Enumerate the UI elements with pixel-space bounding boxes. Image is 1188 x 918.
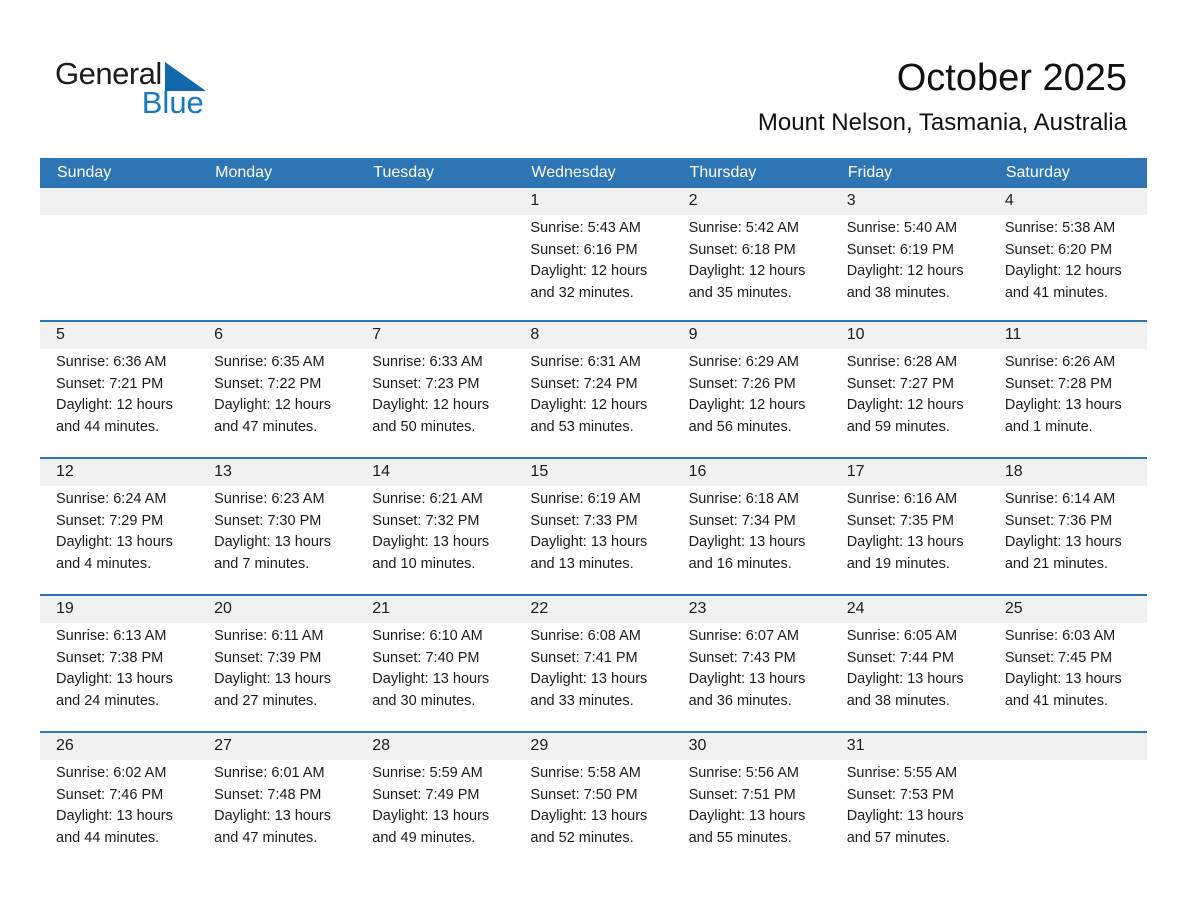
day-detail-line: Sunset: 7:22 PM xyxy=(214,375,322,392)
day-detail-line: Daylight: 13 hours xyxy=(846,808,964,824)
day-detail-line: Sunset: 6:20 PM xyxy=(1004,241,1113,258)
day-detail-line: Sunrise: 5:56 AM xyxy=(688,765,799,781)
page-subtitle: Mount Nelson, Tasmania, Australia xyxy=(757,108,1127,136)
day-detail-line: Sunrise: 5:58 AM xyxy=(530,765,641,781)
day-detail-line: Daylight: 13 hours xyxy=(1004,671,1122,687)
day-number xyxy=(356,188,514,215)
day-detail-line: and 27 minutes. xyxy=(214,692,318,709)
weekday-tuesday: Tuesday xyxy=(373,164,435,181)
day-detail-line: Sunrise: 6:03 AM xyxy=(1004,628,1116,644)
day-cell-20 xyxy=(198,596,356,731)
day-detail-line: Sunrise: 6:28 AM xyxy=(846,354,958,370)
day-detail-line: Sunrise: 6:11 AM xyxy=(214,628,324,644)
weekday-header-row xyxy=(40,158,1147,188)
day-number: 14 xyxy=(356,459,514,486)
day-detail-line: Daylight: 12 hours xyxy=(530,397,648,413)
day-details xyxy=(356,349,514,438)
day-detail-line: Sunset: 7:30 PM xyxy=(214,512,322,529)
day-detail-line: Daylight: 13 hours xyxy=(372,808,490,824)
day-cell-14 xyxy=(356,459,514,594)
weekday-monday: Monday xyxy=(215,164,273,181)
day-details xyxy=(831,486,989,575)
day-detail-line: Daylight: 13 hours xyxy=(56,534,173,550)
day-detail-line: and 38 minutes. xyxy=(846,284,950,301)
day-number: 22 xyxy=(514,596,672,623)
weekday-friday: Friday xyxy=(847,164,893,181)
day-details xyxy=(673,349,831,438)
day-cell-empty xyxy=(40,188,198,320)
day-detail-line: and 50 minutes. xyxy=(372,418,476,435)
week-row xyxy=(40,320,1147,457)
day-details xyxy=(673,623,831,712)
day-cell-15 xyxy=(514,459,672,594)
day-detail-line: Sunrise: 6:07 AM xyxy=(688,628,799,644)
day-detail-line: Sunset: 6:16 PM xyxy=(530,241,638,258)
day-detail-line: and 19 minutes. xyxy=(846,555,950,572)
day-detail-line: Daylight: 13 hours xyxy=(372,534,490,550)
day-number: 3 xyxy=(831,188,989,215)
week-row xyxy=(40,188,1147,320)
day-detail-line: Sunset: 7:27 PM xyxy=(846,375,954,392)
day-detail-line: Daylight: 13 hours xyxy=(56,671,173,687)
day-cell-13 xyxy=(198,459,356,594)
day-detail-line: Sunset: 7:21 PM xyxy=(56,375,164,392)
day-number: 31 xyxy=(831,733,989,760)
day-details xyxy=(831,349,989,438)
day-number: 27 xyxy=(198,733,356,760)
day-detail-line: Sunset: 6:19 PM xyxy=(846,241,954,258)
day-number: 25 xyxy=(989,596,1147,623)
day-detail-line: Sunrise: 6:35 AM xyxy=(214,354,325,370)
day-detail-line: Sunset: 7:23 PM xyxy=(372,375,480,392)
weekday-sunday: Sunday xyxy=(57,164,112,181)
day-cell-30 xyxy=(673,733,831,868)
day-cell-26 xyxy=(40,733,198,868)
day-detail-line: Sunrise: 6:08 AM xyxy=(530,628,641,644)
day-details xyxy=(673,486,831,575)
day-details xyxy=(356,760,514,849)
day-number xyxy=(989,733,1147,760)
day-number: 26 xyxy=(40,733,198,760)
day-detail-line: Sunset: 7:46 PM xyxy=(56,786,164,803)
day-number: 17 xyxy=(831,459,989,486)
day-detail-line: Daylight: 13 hours xyxy=(688,808,806,824)
day-detail-line: and 30 minutes. xyxy=(372,692,476,709)
day-detail-line: Daylight: 12 hours xyxy=(530,263,648,279)
day-detail-line: Daylight: 13 hours xyxy=(688,671,806,687)
day-details xyxy=(989,349,1147,438)
day-detail-line: Sunrise: 6:33 AM xyxy=(372,354,483,370)
day-detail-line: and 47 minutes. xyxy=(214,418,318,435)
day-detail-line: Sunrise: 5:42 AM xyxy=(688,220,799,236)
day-detail-line: and 44 minutes. xyxy=(56,418,160,435)
day-detail-line: Sunset: 7:50 PM xyxy=(530,786,638,803)
day-detail-line: Daylight: 12 hours xyxy=(846,397,964,413)
week-row xyxy=(40,457,1147,594)
day-detail-line: Daylight: 13 hours xyxy=(530,808,648,824)
day-number: 2 xyxy=(673,188,831,215)
day-number: 19 xyxy=(40,596,198,623)
day-detail-line: and 49 minutes. xyxy=(372,829,476,846)
day-detail-line: Sunset: 6:18 PM xyxy=(688,241,796,258)
day-number: 29 xyxy=(514,733,672,760)
day-details xyxy=(673,760,831,849)
day-detail-line: and 47 minutes. xyxy=(214,829,318,846)
day-detail-line: Daylight: 13 hours xyxy=(688,534,806,550)
day-details xyxy=(673,215,831,304)
day-detail-line: Sunset: 7:28 PM xyxy=(1004,375,1113,392)
day-detail-line: Sunrise: 6:26 AM xyxy=(1004,354,1116,370)
day-detail-line: Sunrise: 5:40 AM xyxy=(846,220,958,236)
day-cell-1 xyxy=(514,188,672,320)
day-detail-line: and 38 minutes. xyxy=(846,692,950,709)
day-detail-line: Sunrise: 6:29 AM xyxy=(688,354,799,370)
day-detail-line: Sunrise: 6:02 AM xyxy=(56,765,167,781)
day-detail-line: Daylight: 13 hours xyxy=(846,534,964,550)
day-details xyxy=(40,760,198,849)
day-number: 5 xyxy=(40,322,198,349)
day-cell-12 xyxy=(40,459,198,594)
day-detail-line: and 21 minutes. xyxy=(1004,555,1109,572)
day-cell-empty xyxy=(356,188,514,320)
day-cell-11 xyxy=(989,322,1147,457)
day-cell-23 xyxy=(673,596,831,731)
day-detail-line: and 59 minutes. xyxy=(846,418,950,435)
day-number xyxy=(198,188,356,215)
day-cell-6 xyxy=(198,322,356,457)
weekday-wednesday: Wednesday xyxy=(531,164,616,181)
day-detail-line: Daylight: 12 hours xyxy=(688,397,806,413)
day-detail-line: Sunrise: 6:05 AM xyxy=(846,628,958,644)
day-detail-line: and 13 minutes. xyxy=(530,555,634,572)
day-detail-line: and 24 minutes. xyxy=(56,692,160,709)
day-details xyxy=(831,215,989,304)
day-detail-line: Daylight: 12 hours xyxy=(372,397,490,413)
day-cell-18 xyxy=(989,459,1147,594)
day-detail-line: Sunset: 7:51 PM xyxy=(688,786,796,803)
day-number: 20 xyxy=(198,596,356,623)
day-number: 6 xyxy=(198,322,356,349)
day-detail-line: Daylight: 13 hours xyxy=(530,534,648,550)
day-detail-line: Sunset: 7:48 PM xyxy=(214,786,322,803)
day-number: 7 xyxy=(356,322,514,349)
day-detail-line: Sunset: 7:53 PM xyxy=(846,786,954,803)
day-detail-line: Daylight: 12 hours xyxy=(688,263,806,279)
day-detail-line: and 32 minutes. xyxy=(530,284,634,301)
day-number: 9 xyxy=(673,322,831,349)
day-details xyxy=(989,215,1147,304)
day-detail-line: and 44 minutes. xyxy=(56,829,160,846)
day-detail-line: Sunrise: 6:13 AM xyxy=(56,628,167,644)
day-number: 16 xyxy=(673,459,831,486)
day-details xyxy=(198,486,356,575)
day-detail-line: and 7 minutes. xyxy=(214,555,310,572)
day-details xyxy=(514,623,672,712)
day-detail-line: Sunset: 7:49 PM xyxy=(372,786,480,803)
day-details xyxy=(198,349,356,438)
day-detail-line: Sunrise: 6:14 AM xyxy=(1004,491,1116,507)
day-details xyxy=(514,486,672,575)
day-cell-28 xyxy=(356,733,514,868)
day-cell-24 xyxy=(831,596,989,731)
day-detail-line: Sunset: 7:24 PM xyxy=(530,375,638,392)
day-detail-line: Sunset: 7:45 PM xyxy=(1004,649,1113,666)
day-number: 30 xyxy=(673,733,831,760)
general-blue-logo xyxy=(55,58,206,118)
day-number: 15 xyxy=(514,459,672,486)
day-detail-line: Sunset: 7:38 PM xyxy=(56,649,164,666)
day-cell-4 xyxy=(989,188,1147,320)
day-detail-line: and 10 minutes. xyxy=(372,555,476,572)
day-number: 28 xyxy=(356,733,514,760)
day-detail-line: Sunset: 7:44 PM xyxy=(846,649,954,666)
day-detail-line: Sunrise: 5:59 AM xyxy=(372,765,483,781)
day-detail-line: Daylight: 13 hours xyxy=(214,534,332,550)
day-details xyxy=(356,486,514,575)
page-title: October 2025 xyxy=(896,57,1127,99)
day-detail-line: Sunset: 7:32 PM xyxy=(372,512,480,529)
day-detail-line: and 4 minutes. xyxy=(56,555,152,572)
day-number: 10 xyxy=(831,322,989,349)
day-detail-line: Sunset: 7:39 PM xyxy=(214,649,322,666)
day-details xyxy=(198,215,356,218)
day-detail-line: Sunrise: 6:31 AM xyxy=(530,354,641,370)
day-detail-line: Daylight: 12 hours xyxy=(846,263,964,279)
day-details xyxy=(40,349,198,438)
day-detail-line: Sunrise: 6:10 AM xyxy=(372,628,483,644)
day-details xyxy=(198,760,356,849)
day-detail-line: Sunrise: 6:18 AM xyxy=(688,491,799,507)
day-number: 13 xyxy=(198,459,356,486)
day-detail-line: and 53 minutes. xyxy=(530,418,634,435)
day-number xyxy=(40,188,198,215)
day-cell-29 xyxy=(514,733,672,868)
day-detail-line: and 52 minutes. xyxy=(530,829,634,846)
day-cell-22 xyxy=(514,596,672,731)
day-detail-line: and 41 minutes. xyxy=(1004,692,1109,709)
day-details xyxy=(40,623,198,712)
day-cell-31 xyxy=(831,733,989,868)
day-detail-line: Sunrise: 5:38 AM xyxy=(1004,220,1116,236)
day-details xyxy=(514,760,672,849)
day-detail-line: Sunrise: 5:55 AM xyxy=(846,765,958,781)
day-cell-9 xyxy=(673,322,831,457)
day-detail-line: Sunrise: 6:23 AM xyxy=(214,491,325,507)
day-cell-5 xyxy=(40,322,198,457)
week-row xyxy=(40,594,1147,731)
day-number: 4 xyxy=(989,188,1147,215)
day-cell-empty xyxy=(198,188,356,320)
day-detail-line: Sunrise: 6:24 AM xyxy=(56,491,167,507)
day-detail-line: and 36 minutes. xyxy=(688,692,792,709)
day-cell-17 xyxy=(831,459,989,594)
day-details xyxy=(831,760,989,849)
day-detail-line: Sunrise: 5:43 AM xyxy=(530,220,641,236)
day-cell-21 xyxy=(356,596,514,731)
day-cell-8 xyxy=(514,322,672,457)
day-details xyxy=(514,349,672,438)
day-details xyxy=(198,623,356,712)
day-details xyxy=(40,215,198,218)
day-detail-line: and 35 minutes. xyxy=(688,284,792,301)
day-detail-line: Sunrise: 6:19 AM xyxy=(530,491,641,507)
day-details xyxy=(40,486,198,575)
day-cell-empty xyxy=(989,733,1147,868)
day-detail-line: and 16 minutes. xyxy=(688,555,792,572)
day-details xyxy=(356,215,514,218)
day-detail-line: Sunrise: 6:36 AM xyxy=(56,354,167,370)
day-detail-line: Sunrise: 6:21 AM xyxy=(372,491,483,507)
day-cell-19 xyxy=(40,596,198,731)
day-number: 21 xyxy=(356,596,514,623)
day-number: 12 xyxy=(40,459,198,486)
day-details xyxy=(356,623,514,712)
day-detail-line: Daylight: 12 hours xyxy=(214,397,332,413)
logo-text-blue: Blue xyxy=(141,85,204,120)
day-detail-line: and 1 minute. xyxy=(1004,418,1093,435)
day-details xyxy=(989,623,1147,712)
day-detail-line: Sunset: 7:34 PM xyxy=(688,512,796,529)
day-detail-line: Sunrise: 6:16 AM xyxy=(846,491,958,507)
day-detail-line: Daylight: 13 hours xyxy=(214,671,332,687)
day-number: 24 xyxy=(831,596,989,623)
day-detail-line: Sunset: 7:33 PM xyxy=(530,512,638,529)
day-cell-25 xyxy=(989,596,1147,731)
day-cell-16 xyxy=(673,459,831,594)
day-detail-line: and 57 minutes. xyxy=(846,829,950,846)
day-number: 8 xyxy=(514,322,672,349)
day-details xyxy=(989,486,1147,575)
day-detail-line: Daylight: 13 hours xyxy=(530,671,648,687)
day-detail-line: Daylight: 13 hours xyxy=(372,671,490,687)
day-detail-line: Daylight: 13 hours xyxy=(846,671,964,687)
day-cell-7 xyxy=(356,322,514,457)
day-detail-line: Sunset: 7:40 PM xyxy=(372,649,480,666)
calendar-grid xyxy=(40,188,1147,868)
weekday-saturday: Saturday xyxy=(1005,164,1070,181)
day-detail-line: Sunset: 7:26 PM xyxy=(688,375,796,392)
day-cell-2 xyxy=(673,188,831,320)
day-detail-line: Daylight: 12 hours xyxy=(56,397,173,413)
day-detail-line: Sunset: 7:36 PM xyxy=(1004,512,1113,529)
day-details xyxy=(989,760,1147,763)
day-detail-line: Daylight: 12 hours xyxy=(1004,263,1122,279)
day-detail-line: Daylight: 13 hours xyxy=(1004,534,1122,550)
day-detail-line: and 33 minutes. xyxy=(530,692,634,709)
day-number: 23 xyxy=(673,596,831,623)
weekday-thursday: Thursday xyxy=(689,164,757,181)
calendar xyxy=(40,158,1147,868)
day-detail-line: and 55 minutes. xyxy=(688,829,792,846)
day-details xyxy=(514,215,672,304)
day-detail-line: and 56 minutes. xyxy=(688,418,792,435)
day-cell-10 xyxy=(831,322,989,457)
day-detail-line: and 41 minutes. xyxy=(1004,284,1109,301)
day-number: 18 xyxy=(989,459,1147,486)
day-number: 11 xyxy=(989,322,1147,349)
day-details xyxy=(831,623,989,712)
day-cell-27 xyxy=(198,733,356,868)
day-detail-line: Daylight: 13 hours xyxy=(56,808,173,824)
day-number: 1 xyxy=(514,188,672,215)
day-detail-line: Sunset: 7:41 PM xyxy=(530,649,638,666)
week-row xyxy=(40,731,1147,868)
day-detail-line: Sunset: 7:35 PM xyxy=(846,512,954,529)
day-detail-line: Daylight: 13 hours xyxy=(1004,397,1122,413)
logo-text-general: General xyxy=(55,56,162,91)
day-detail-line: Sunrise: 6:01 AM xyxy=(214,765,325,781)
day-detail-line: Sunset: 7:29 PM xyxy=(56,512,164,529)
day-detail-line: Sunset: 7:43 PM xyxy=(688,649,796,666)
day-cell-3 xyxy=(831,188,989,320)
calendar-header xyxy=(758,56,1127,137)
day-detail-line: Daylight: 13 hours xyxy=(214,808,332,824)
